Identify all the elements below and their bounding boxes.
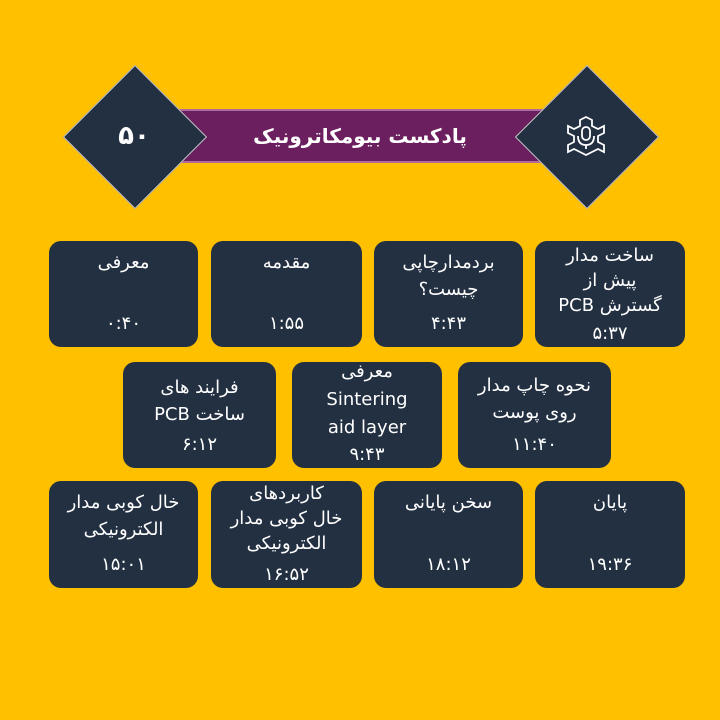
chapter-card	[374, 481, 523, 588]
chapter-label: معرفی Sintering aid layer	[326, 361, 408, 438]
chapter-time: ۴:۴۳	[430, 313, 467, 334]
chapter-time: ۱۱:۴۰	[512, 434, 557, 455]
podcast-title: پادکست بیومکاترونیک	[253, 124, 467, 148]
chip-microphone-icon	[561, 111, 611, 161]
chapter-time: ۱۵:۰۱	[101, 554, 146, 575]
chapter-label: معرفی	[97, 252, 150, 273]
chapter-time: ۱:۵۵	[268, 313, 305, 334]
chapter-label: مقدمه	[262, 252, 311, 273]
chapter-card	[535, 481, 685, 588]
episode-number: ۵۰	[118, 121, 150, 151]
chapter-label: ساخت مدار پیش از گسترش PCB	[558, 245, 662, 316]
chapter-label: بردمدارچاپی چیست؟	[402, 252, 495, 300]
chapter-time: ۱۶:۵۲	[264, 564, 309, 585]
chapter-card	[211, 241, 362, 347]
chapter-time: ۹:۴۳	[349, 444, 385, 465]
chapter-label: کاربردهای خال کوبی مدار الکترونیکی	[230, 483, 343, 554]
chapter-card	[458, 362, 611, 468]
chapter-card	[535, 241, 685, 347]
chapter-time: ۰:۴۰	[105, 313, 142, 334]
chapter-card	[49, 481, 198, 588]
chapter-label: خال کوبی مدار الکترونیکی	[67, 492, 180, 540]
chapter-card	[292, 362, 442, 468]
chapter-time: ۵:۳۷	[592, 323, 628, 344]
chapter-card	[123, 362, 276, 468]
chapter-label: پایان	[592, 492, 628, 513]
chapter-card	[211, 481, 362, 588]
chapter-time: ۶:۱۲	[181, 434, 218, 455]
banner-bottom-line	[148, 161, 572, 163]
chapter-label: سخن پایانی	[404, 492, 493, 513]
chapter-label: فرایند های ساخت PCB	[154, 377, 245, 425]
chapter-card	[374, 241, 523, 347]
chapter-label: نحوه چاپ مدار روی پوست	[477, 375, 592, 423]
chapter-card	[49, 241, 198, 347]
chapter-time: ۱۹:۳۶	[587, 554, 633, 575]
chapter-time: ۱۸:۱۲	[426, 554, 471, 575]
